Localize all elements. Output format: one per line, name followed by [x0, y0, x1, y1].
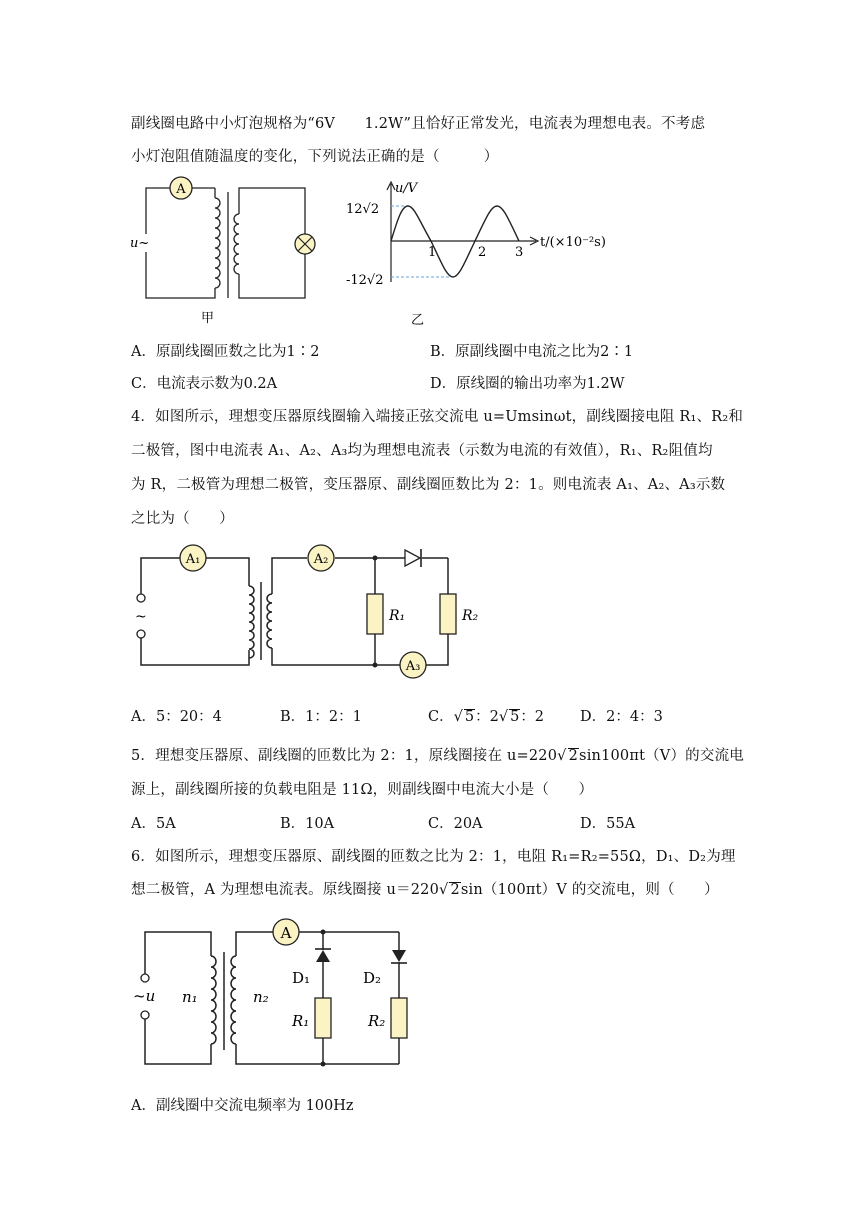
q4-option-c[interactable]: C．√ 5：2√ 5：2	[428, 709, 545, 725]
q5-stem-line1: 5．理想变压器原、副线圈的匝数比为 2：1，原线圈接在 u=220√ 2sin100πt（V）的交流电	[131, 748, 744, 764]
sqrt-radicand: 5	[464, 709, 475, 725]
x-axis-label: t/(×10⁻²s)	[540, 235, 606, 250]
option-c-suffix: ：2	[520, 709, 545, 725]
q5-option-d[interactable]: D．55A	[580, 816, 636, 832]
figure-caption-jia: 甲	[201, 311, 215, 326]
sqrt-radicand: 5	[510, 709, 520, 725]
ammeter-a2-label: A₂	[313, 552, 329, 567]
resistor-r2	[440, 594, 456, 634]
q3-option-d[interactable]: D．原线圈的输出功率为1.2W	[430, 376, 625, 392]
q3-option-c[interactable]: C．电流表示数为0.2A	[131, 376, 278, 392]
q4-stem-line1: 4．如图所示，理想变压器原线圈输入端接正弦交流电 u=Umsinωt，副线圈接电阻 R₁、R₂和	[131, 409, 744, 425]
q3-option-b[interactable]: B．原副线圈中电流之比为2∶1	[430, 344, 634, 360]
resistor-r2	[391, 998, 407, 1038]
q5-option-c[interactable]: C．20A	[428, 816, 483, 832]
x-tick-1: 1	[428, 245, 437, 260]
r1-label: R₁	[292, 1012, 310, 1030]
y-max-label: 12√2	[346, 202, 380, 217]
lamp-icon	[295, 234, 315, 254]
q4-option-d[interactable]: D．2：4：3	[580, 709, 663, 725]
q4-stem-line3: 为 R，二极管为理想二极管，变压器原、副线圈匝数比为 2：1。则电流表 A₁、A₂、A₃示数	[131, 477, 726, 493]
d2-label: D₂	[363, 969, 382, 987]
ac-source-symbol: ~	[135, 609, 147, 625]
diode-d1-icon	[315, 949, 331, 962]
option-c-mid: ：2	[475, 709, 499, 725]
ammeter-a3-label: A₃	[405, 659, 421, 674]
q4-circuit-figure	[125, 538, 495, 688]
ammeter-label: A	[176, 182, 186, 197]
n2-label: n₂	[253, 988, 269, 1006]
resistor-r1	[315, 998, 331, 1038]
ammeter-label: A	[280, 924, 292, 942]
q4-option-a[interactable]: A．5：20：4	[131, 709, 222, 725]
source-label: ~u	[133, 987, 156, 1005]
diode-icon	[405, 549, 421, 567]
q5-option-a[interactable]: A．5A	[131, 816, 176, 832]
q5-option-b[interactable]: B．10A	[280, 816, 335, 832]
q5-stem-line2: 源上，副线圈所接的负载电阻是 11Ω，则副线圈中电流大小是（ ）	[131, 782, 594, 798]
option-c-prefix: C．	[428, 709, 454, 725]
q3-figure-yi	[340, 170, 620, 330]
source-label: u~	[130, 236, 150, 251]
q4-option-b[interactable]: B．1：2：1	[280, 709, 362, 725]
d1-label: D₁	[292, 969, 311, 987]
diode-d2-icon	[391, 950, 407, 963]
n1-label: n₁	[182, 988, 198, 1006]
r2-label: R₂	[462, 608, 479, 624]
q4-stem-line2: 二极管，图中电流表 A₁、A₂、A₃均为理想电流表（示数为电流的有效值），R₁、R₂阻值均	[131, 443, 713, 459]
x-tick-3: 3	[515, 245, 524, 260]
x-tick-2: 2	[478, 245, 487, 260]
y-min-label: -12√2	[346, 273, 384, 288]
q6-option-a[interactable]: A．副线圈中交流电频率为 100Hz	[131, 1098, 354, 1114]
q6-stem-line1: 6．如图所示，理想变压器原、副线圈的匝数之比为 2：1，电阻 R₁=R₂=55Ω，D₁、D₂为理	[131, 849, 736, 865]
q3-option-a[interactable]: A．原副线圈匝数之比为1∶2	[131, 344, 320, 360]
sqrt-radicand: 2	[568, 748, 579, 764]
q6-stem-text-end: sin（100πt）V 的交流电，则（ ）	[460, 882, 719, 898]
q6-circuit-figure	[125, 910, 425, 1080]
q4-stem-line4: 之比为（ ）	[131, 511, 234, 527]
q6-stem-text: 想二极管，A 为理想电流表。原线圈接 u＝220	[131, 882, 440, 898]
figure-caption-yi: 乙	[411, 313, 425, 328]
q5-stem-text: 5．理想变压器原、副线圈的匝数比为 2：1，原线圈接在 u=220	[131, 748, 558, 764]
q5-stem-text-end: sin100πt（V）的交流电	[579, 748, 744, 764]
q3-figure-jia	[125, 170, 325, 330]
ammeter-a1-label: A₁	[185, 552, 201, 567]
q3-stem-line1: 副线圈电路中小灯泡规格为“6V 1.2W”且恰好正常发光，电流表为理想电表。不考虑	[131, 116, 706, 132]
r1-label: R₁	[389, 608, 406, 624]
y-axis-label: u/V	[395, 181, 418, 196]
q3-stem-line2: 小灯泡阻值随温度的变化，下列说法正确的是（ ）	[131, 149, 499, 165]
resistor-r1	[367, 594, 383, 634]
r2-label: R₂	[368, 1012, 386, 1030]
sqrt-radicand: 2	[450, 882, 460, 898]
q6-stem-line2: 想二极管，A 为理想电流表。原线圈接 u＝220√ 2sin（100πt）V 的交流电，则（ ）	[131, 882, 719, 898]
